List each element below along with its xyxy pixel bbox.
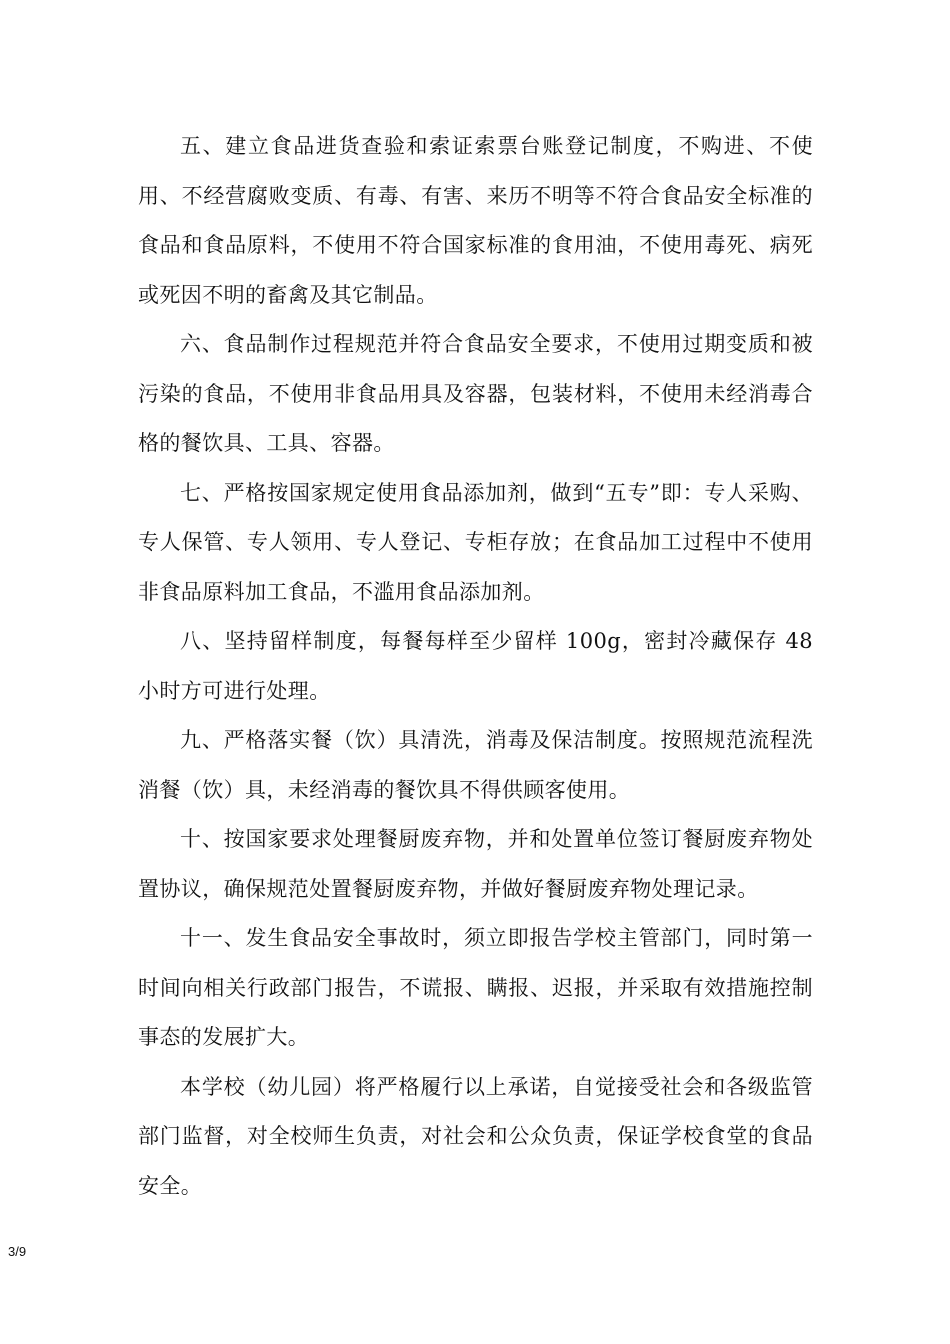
document-body: [138, 122, 813, 1211]
page-number: 3/9: [8, 1244, 27, 1259]
paragraph-10: 十、按国家要求处理餐厨废弃物，并和处置单位签订餐厨废弃物处置协议，确保规范处置餐厨废弃物，并做好餐厨废弃物处理记录。: [138, 827, 813, 901]
paragraph-11: 十一、发生食品安全事故时，须立即报告学校主管部门，同时第一时间向相关行政部门报告，不谎报、瞒报、迟报，并采取有效措施控制事态的发展扩大。: [138, 926, 813, 1049]
closing-paragraph: 本学校（幼儿园）将严格履行以上承诺，自觉接受社会和各级监管部门监督，对全校师生负责，对社会和公众负责，保证学校食堂的食品安全。: [138, 1074, 813, 1198]
paragraph-8: 八、坚持留样制度，每餐每样至少留样 100g，密封冷藏保存 48 小时方可进行处理。: [138, 629, 813, 703]
paragraph-7: 七、严格按国家规定使用食品添加剂，做到“五专”即：专人采购、专人保管、专人领用、专人登记、专柜存放；在食品加工过程中不使用非食品原料加工食品，不滥用食品添加剂。: [138, 480, 813, 604]
paragraph-9: 九、严格落实餐（饮）具清洗，消毒及保洁制度。按照规范流程洗消餐（饮）具，未经消毒的餐饮具不得供顾客使用。: [138, 728, 813, 802]
paragraph-5: 五、建立食品进货查验和索证索票台账登记制度，不购进、不使用、不经营腐败变质、有毒、有害、来历不明等不符合食品安全标准的食品和食品原料，不使用不符合国家标准的食用油，不使用毒死、病死或死因不明的畜禽及其它制品。: [138, 134, 813, 307]
paragraph-6: 六、食品制作过程规范并符合食品安全要求，不使用过期变质和被污染的食品，不使用非食品用具及容器，包装材料，不使用未经消毒合格的餐饮具、工具、容器。: [138, 332, 813, 455]
